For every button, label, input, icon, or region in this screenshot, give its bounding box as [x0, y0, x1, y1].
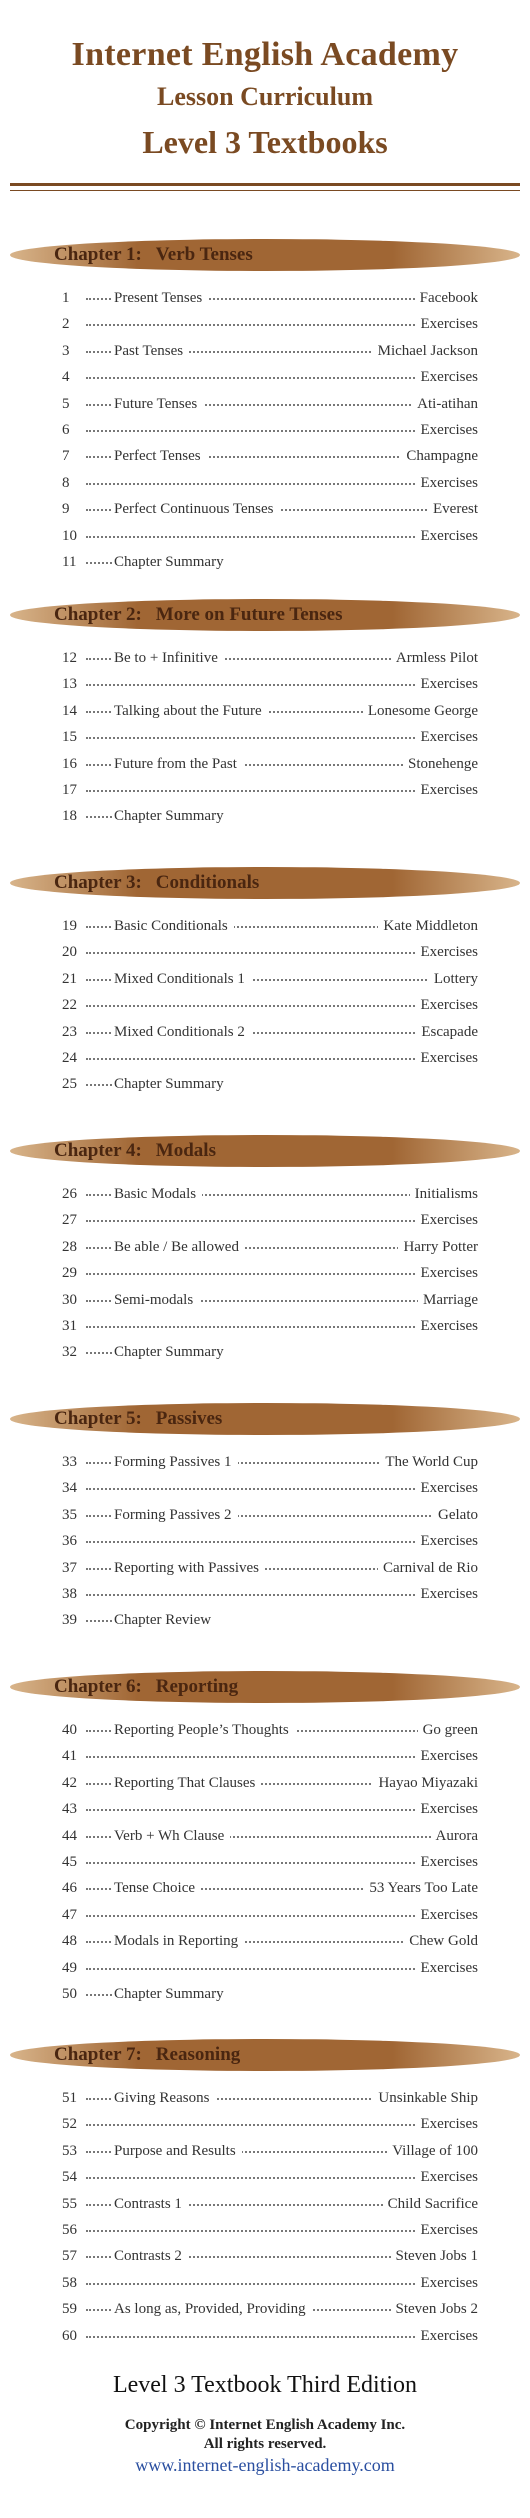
rights-text: All rights reserved.	[203, 2436, 327, 2452]
lesson-row[interactable]	[0, 1184, 530, 1210]
lesson-title: Chapter Review	[112, 1612, 217, 1629]
lesson-number: 37	[62, 1559, 77, 1576]
lesson-number: 2	[62, 316, 70, 333]
lesson-number: 7	[62, 448, 70, 465]
lesson-topic: Exercises	[416, 1586, 478, 1603]
lesson-topic: Carnival de Rio	[378, 1560, 478, 1577]
lesson-row[interactable]	[0, 1720, 530, 1746]
lesson-row[interactable]	[0, 1210, 530, 1236]
lesson-topic: Exercises	[416, 1480, 478, 1497]
lesson-row[interactable]	[0, 995, 530, 1021]
lesson-number: 40	[62, 1722, 77, 1738]
chapter-number: Chapter 6:	[54, 1676, 142, 1697]
chapter-section	[0, 1134, 530, 1369]
lesson-row[interactable]	[0, 2246, 530, 2272]
lesson-row[interactable]	[0, 1342, 530, 1368]
lesson-number: 9	[62, 501, 70, 518]
lesson-title: Mixed Conditionals 1	[112, 971, 251, 988]
lesson-row[interactable]	[0, 1290, 530, 1316]
lesson-row[interactable]	[0, 2326, 530, 2352]
lesson-number: 38	[62, 1585, 77, 1602]
lesson-number: 34	[62, 1480, 77, 1497]
lesson-row[interactable]	[0, 2167, 530, 2193]
lesson-topic: Exercises	[416, 1960, 478, 1977]
lesson-topic: Exercises	[416, 944, 478, 961]
lesson-number: 3	[62, 342, 70, 359]
lesson-row[interactable]	[0, 473, 530, 499]
lesson-number: 60	[62, 2327, 77, 2344]
lesson-row[interactable]	[0, 394, 530, 420]
page-subtitle: Lesson Curriculum	[157, 82, 373, 111]
lesson-number: 44	[62, 1827, 77, 1844]
chapter-title: Passives	[155, 1408, 223, 1429]
lesson-title: Chapter Summary	[112, 808, 230, 825]
lesson-topic: Exercises	[416, 1318, 478, 1335]
lesson-title: Contrasts 1	[112, 2196, 188, 2213]
lesson-title: Basic Modals	[112, 1186, 202, 1203]
lesson-row[interactable]	[0, 1558, 530, 1584]
website-link[interactable]: www.internet-english-academy.com	[135, 2455, 395, 2475]
lesson-title: Modals in Reporting	[112, 1933, 244, 1950]
lesson-number: 22	[62, 997, 77, 1014]
lesson-topic: Exercises	[416, 2116, 478, 2133]
lesson-topic: Village of 100	[387, 2143, 478, 2160]
lesson-number: 30	[62, 1291, 77, 1308]
lesson-number: 33	[62, 1454, 77, 1470]
lesson-topic: Exercises	[416, 2222, 478, 2239]
lesson-title: Reporting That Clauses	[112, 1775, 261, 1792]
lesson-number: 16	[62, 755, 77, 772]
lesson-row[interactable]	[0, 942, 530, 968]
lesson-row[interactable]	[0, 1263, 530, 1289]
lesson-number: 46	[62, 1880, 77, 1897]
lesson-topic: Exercises	[416, 528, 478, 545]
lesson-topic: Lottery	[429, 971, 478, 988]
lesson-title: Reporting with Passives	[112, 1560, 265, 1577]
lesson-number: 10	[62, 527, 77, 544]
lesson-row[interactable]	[0, 1531, 530, 1557]
lesson-number: 59	[62, 2301, 77, 2318]
lesson-row[interactable]	[0, 701, 530, 727]
chapter-heading	[54, 1408, 222, 1430]
lesson-list	[0, 1720, 530, 2010]
lesson-row[interactable]	[0, 2114, 530, 2140]
lesson-row[interactable]	[0, 2194, 530, 2220]
lesson-row[interactable]	[0, 1478, 530, 1504]
lesson-topic: Exercises	[416, 1533, 478, 1550]
lesson-topic: Steven Jobs 2	[391, 2301, 479, 2318]
lesson-topic: Champagne	[401, 448, 478, 465]
lesson-row[interactable]	[0, 1773, 530, 1799]
lesson-row[interactable]	[0, 754, 530, 780]
lesson-title: Talking about the Future	[112, 703, 268, 720]
chapter-heading	[54, 604, 342, 626]
lesson-topic: Exercises	[416, 2169, 478, 2186]
lesson-number: 35	[62, 1506, 77, 1523]
lesson-topic: Exercises	[416, 1907, 478, 1924]
lesson-number: 52	[62, 2116, 77, 2133]
lesson-number: 45	[62, 1853, 77, 1870]
chapter-section	[0, 1670, 530, 2010]
chapter-banner	[10, 238, 520, 272]
lesson-topic: Child Sacrifice	[383, 2196, 478, 2213]
lesson-number: 5	[62, 395, 70, 412]
lesson-topic: Armless Pilot	[391, 650, 478, 667]
chapter-section	[0, 866, 530, 1101]
lesson-number: 28	[62, 1238, 77, 1255]
lesson-number: 58	[62, 2274, 77, 2291]
lesson-row[interactable]	[0, 1958, 530, 1984]
lesson-title: Perfect Tenses	[112, 448, 207, 465]
lesson-row[interactable]	[0, 1584, 530, 1610]
lesson-row[interactable]	[0, 446, 530, 472]
lesson-number: 18	[62, 808, 77, 825]
lesson-row[interactable]	[0, 526, 530, 552]
lesson-title: Forming Passives 1	[112, 1454, 238, 1471]
lesson-number: 26	[62, 1186, 77, 1202]
chapter-heading	[54, 1676, 238, 1698]
lesson-number: 36	[62, 1533, 77, 1550]
lesson-topic: Exercises	[416, 2328, 478, 2345]
lesson-title: Chapter Summary	[112, 1986, 230, 2003]
chapter-title: Reporting	[155, 1676, 239, 1697]
lesson-topic: Steven Jobs 1	[391, 2248, 479, 2265]
lesson-number: 15	[62, 729, 77, 746]
lesson-row[interactable]	[0, 1316, 530, 1342]
lesson-row[interactable]	[0, 1905, 530, 1931]
chapter-section	[0, 598, 530, 833]
lesson-topic: 53 Years Too Late	[364, 1880, 478, 1897]
lesson-row[interactable]	[0, 1610, 530, 1636]
lesson-topic: Chew Gold	[404, 1933, 478, 1950]
lesson-number: 50	[62, 1985, 77, 2002]
chapter-banner	[10, 866, 520, 900]
lesson-row[interactable]	[0, 727, 530, 753]
lesson-row[interactable]	[0, 648, 530, 674]
chapter-number: Chapter 1:	[54, 244, 142, 265]
lesson-row[interactable]	[0, 1852, 530, 1878]
chapter-number: Chapter 3:	[54, 872, 142, 893]
lesson-number: 24	[62, 1049, 77, 1066]
lesson-row[interactable]	[0, 1878, 530, 1904]
lesson-row[interactable]	[0, 1931, 530, 1957]
lesson-row[interactable]	[0, 1505, 530, 1531]
lesson-row[interactable]	[0, 341, 530, 367]
lesson-title: As long as, Provided, Providing	[112, 2301, 312, 2318]
lesson-title: Tense Choice	[112, 1880, 201, 1897]
lesson-title: Future from the Past	[112, 756, 243, 773]
lesson-number: 54	[62, 2169, 77, 2186]
lesson-number: 55	[62, 2195, 77, 2212]
lesson-number: 42	[62, 1774, 77, 1791]
lesson-number: 6	[62, 421, 70, 438]
lesson-topic: Kate Middleton	[378, 918, 478, 935]
lesson-number: 14	[62, 702, 77, 719]
lesson-number: 20	[62, 944, 77, 961]
lesson-title: Present Tenses	[112, 290, 208, 307]
lesson-topic: Michael Jackson	[373, 343, 478, 360]
lesson-topic: Hayao Miyazaki	[373, 1775, 478, 1792]
chapter-banner	[10, 1670, 520, 1704]
lesson-topic: Exercises	[416, 782, 478, 799]
lesson-number: 21	[62, 970, 77, 987]
lesson-number: 29	[62, 1265, 77, 1282]
lesson-title: Past Tenses	[112, 343, 189, 360]
lesson-topic: Facebook	[415, 290, 478, 307]
lesson-topic: Unsinkable Ship	[373, 2090, 478, 2107]
lesson-topic: The World Cup	[380, 1454, 478, 1471]
lesson-list	[0, 916, 530, 1101]
lesson-topic: Aurora	[431, 1828, 478, 1845]
level-heading: Level 3 Textbooks	[142, 124, 388, 160]
lesson-topic: Exercises	[416, 729, 478, 746]
lesson-number: 17	[62, 781, 77, 798]
lesson-title: Purpose and Results	[112, 2143, 242, 2160]
lesson-row[interactable]	[0, 314, 530, 340]
lesson-row[interactable]	[0, 1452, 530, 1478]
header-divider-thick	[10, 183, 520, 186]
lesson-row[interactable]	[0, 1022, 530, 1048]
lesson-row[interactable]	[0, 780, 530, 806]
lesson-title: Reporting People’s Thoughts	[112, 1722, 295, 1739]
chapter-heading	[54, 1140, 216, 1162]
chapter-section	[0, 238, 530, 578]
chapter-title: Conditionals	[155, 872, 260, 893]
lesson-number: 1	[62, 290, 70, 306]
lesson-list	[0, 288, 530, 578]
lesson-number: 11	[62, 553, 77, 570]
lesson-list	[0, 1184, 530, 1369]
lesson-row[interactable]	[0, 552, 530, 578]
lesson-title: Forming Passives 2	[112, 1507, 238, 1524]
lesson-row[interactable]	[0, 288, 530, 314]
lesson-topic: Exercises	[416, 2275, 478, 2292]
lesson-number: 53	[62, 2142, 77, 2159]
lesson-number: 13	[62, 676, 77, 693]
lesson-title: Chapter Summary	[112, 1344, 230, 1361]
lesson-row[interactable]	[0, 1746, 530, 1772]
lesson-number: 56	[62, 2221, 77, 2238]
lesson-row[interactable]	[0, 1074, 530, 1100]
chapter-banner	[10, 2038, 520, 2072]
chapter-number: Chapter 2:	[54, 604, 142, 625]
lesson-topic: Ati-atihan	[412, 396, 478, 413]
lesson-number: 48	[62, 1933, 77, 1950]
lesson-number: 39	[62, 1612, 77, 1629]
lesson-row[interactable]	[0, 1237, 530, 1263]
lesson-list	[0, 2088, 530, 2352]
lesson-topic: Escapade	[416, 1024, 478, 1041]
lesson-row[interactable]	[0, 674, 530, 700]
lesson-topic: Exercises	[416, 1801, 478, 1818]
chapter-heading	[54, 872, 259, 894]
lesson-number: 43	[62, 1801, 77, 1818]
chapter-number: Chapter 5:	[54, 1408, 142, 1429]
lesson-row[interactable]	[0, 806, 530, 832]
lesson-number: 19	[62, 918, 77, 934]
edition-text: Level 3 Textbook Third Edition	[112, 2372, 418, 2398]
lesson-number: 47	[62, 1906, 77, 1923]
lesson-topic: Go green	[418, 1722, 478, 1739]
lesson-number: 31	[62, 1317, 77, 1334]
lesson-topic: Exercises	[416, 1748, 478, 1765]
lesson-topic: Stonehenge	[403, 756, 478, 773]
lesson-title: Basic Conditionals	[112, 918, 234, 935]
lesson-title: Chapter Summary	[112, 554, 230, 571]
lesson-row[interactable]	[0, 2088, 530, 2114]
lesson-list	[0, 1452, 530, 1637]
lesson-title: Be able / Be allowed	[112, 1239, 245, 1256]
lesson-topic: Exercises	[416, 997, 478, 1014]
lesson-row[interactable]	[0, 916, 530, 942]
lesson-topic: Lonesome George	[363, 703, 478, 720]
lesson-topic: Exercises	[416, 1854, 478, 1871]
lesson-row[interactable]	[0, 1048, 530, 1074]
lesson-topic: Exercises	[416, 475, 478, 492]
lesson-row[interactable]	[0, 1984, 530, 2010]
chapter-number: Chapter 7:	[54, 2044, 142, 2065]
lesson-topic: Initialisms	[410, 1186, 478, 1203]
lesson-title: Mixed Conditionals 2	[112, 1024, 251, 1041]
lesson-number: 8	[62, 474, 70, 491]
chapter-number: Chapter 4:	[54, 1140, 142, 1161]
lesson-title: Contrasts 2	[112, 2248, 188, 2265]
lesson-title: Giving Reasons	[112, 2090, 215, 2107]
lesson-row[interactable]	[0, 499, 530, 525]
lesson-title: Perfect Continuous Tenses	[112, 501, 280, 518]
lesson-topic: Marriage	[418, 1292, 478, 1309]
header-divider-thin	[10, 190, 520, 191]
lesson-row[interactable]	[0, 2299, 530, 2325]
chapter-title: More on Future Tenses	[155, 604, 343, 625]
lesson-title: Verb + Wh Clause	[112, 1828, 230, 1845]
lesson-row[interactable]	[0, 420, 530, 446]
lesson-topic: Gelato	[433, 1507, 478, 1524]
chapter-heading	[54, 244, 253, 266]
lesson-topic: Exercises	[416, 369, 478, 386]
lesson-number: 57	[62, 2248, 77, 2265]
lesson-row[interactable]	[0, 2273, 530, 2299]
lesson-row[interactable]	[0, 1799, 530, 1825]
lesson-number: 4	[62, 369, 70, 386]
lesson-number: 27	[62, 1212, 77, 1229]
chapter-banner	[10, 1402, 520, 1436]
copyright-text: Copyright © Internet English Academy Inc.	[124, 2417, 406, 2433]
lesson-topic: Harry Potter	[398, 1239, 478, 1256]
chapter-banner	[10, 598, 520, 632]
chapter-heading	[54, 2044, 240, 2066]
page-header	[0, 0, 530, 161]
lesson-title: Semi-modals	[112, 1292, 199, 1309]
page-footer	[0, 2372, 530, 2476]
chapter-banner	[10, 1134, 520, 1168]
chapter-title: Verb Tenses	[155, 244, 253, 265]
lesson-number: 49	[62, 1959, 77, 1976]
chapter-section	[0, 1402, 530, 1637]
lesson-topic: Exercises	[416, 422, 478, 439]
chapter-title: Modals	[155, 1140, 216, 1161]
lesson-number: 23	[62, 1023, 77, 1040]
lesson-row[interactable]	[0, 367, 530, 393]
lesson-row[interactable]	[0, 969, 530, 995]
page-title: Internet English Academy	[71, 36, 459, 73]
lesson-list	[0, 648, 530, 833]
lesson-number: 51	[62, 2090, 77, 2106]
lesson-number: 41	[62, 1748, 77, 1765]
lesson-topic: Exercises	[416, 676, 478, 693]
lesson-number: 25	[62, 1076, 77, 1093]
lesson-title: Chapter Summary	[112, 1076, 230, 1093]
chapter-section	[0, 2038, 530, 2352]
lesson-topic: Exercises	[416, 1265, 478, 1282]
lesson-topic: Exercises	[416, 316, 478, 333]
lesson-row[interactable]	[0, 2220, 530, 2246]
lesson-number: 12	[62, 650, 77, 666]
lesson-row[interactable]	[0, 2141, 530, 2167]
lesson-topic: Exercises	[416, 1050, 478, 1067]
lesson-title: Future Tenses	[112, 396, 203, 413]
lesson-row[interactable]	[0, 1826, 530, 1852]
chapter-title: Reasoning	[155, 2044, 241, 2065]
lesson-topic: Exercises	[416, 1212, 478, 1229]
lesson-title: Be to + Infinitive	[112, 650, 224, 667]
lesson-number: 32	[62, 1344, 77, 1361]
lesson-topic: Everest	[428, 501, 478, 518]
